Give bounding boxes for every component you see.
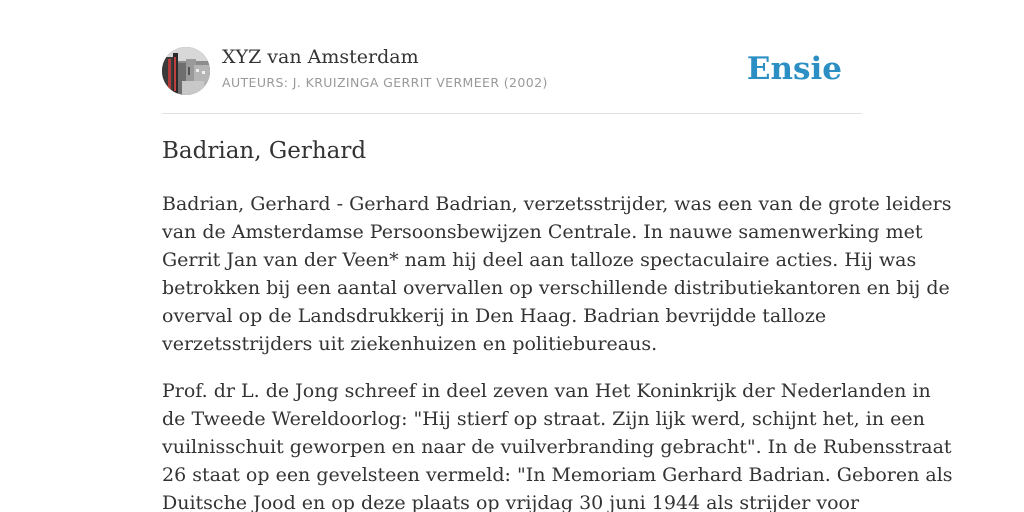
source-title[interactable]: XYZ van Amsterdam xyxy=(222,46,419,68)
text-line: vuilnisschuit geworpen en naar de vuilverbranding gebracht". In de Rubensstraat xyxy=(162,436,952,458)
text-line: betrokken bij een aantal overvallen op verschillende distributiekantoren en bij de xyxy=(162,277,950,299)
text-line: Prof. dr L. de Jong schreef in deel zeven van Het Koninkrijk der Nederlanden in xyxy=(162,380,931,402)
article-paragraph xyxy=(162,377,953,512)
source-header xyxy=(162,46,862,96)
text-line: Duitsche Jood en op deze plaats op vrijdag 30 juni 1944 als strijder voor xyxy=(162,492,860,512)
source-authors: AUTEURS: J. KRUIZINGA GERRIT VERMEER (2002) xyxy=(222,75,548,90)
text-line: overval op de Landsdrukkerij in Den Haag. Badrian bevrijdde talloze xyxy=(162,305,827,327)
text-line: 26 staat op een gevelsteen vermeld: "In Memoriam Gerhard Badrian. Geboren als xyxy=(162,464,953,486)
header-divider xyxy=(162,113,862,114)
source-avatar[interactable] xyxy=(162,47,210,95)
article-body xyxy=(162,190,953,512)
article-title: Badrian, Gerhard xyxy=(162,138,367,164)
text-line: Gerrit Jan van der Veen* nam hij deel aan talloze spectaculaire acties. Hij was xyxy=(162,249,917,271)
street-photo-icon xyxy=(162,47,210,95)
text-line: de Tweede Wereldoorlog: "Hij stierf op straat. Zijn lijk werd, schijnt het, in een xyxy=(162,408,925,430)
ensie-logo[interactable]: Ensie xyxy=(746,51,842,87)
text-line: van de Amsterdamse Persoonsbewijzen Centrale. In nauwe samenwerking met xyxy=(162,221,923,243)
text-line: Badrian, Gerhard - Gerhard Badrian, verzetsstrijder, was een van de grote leiders xyxy=(162,193,952,215)
article-paragraph xyxy=(162,190,952,358)
text-line: verzetsstrijders uit ziekenhuizen en politiebureaus. xyxy=(162,333,658,355)
